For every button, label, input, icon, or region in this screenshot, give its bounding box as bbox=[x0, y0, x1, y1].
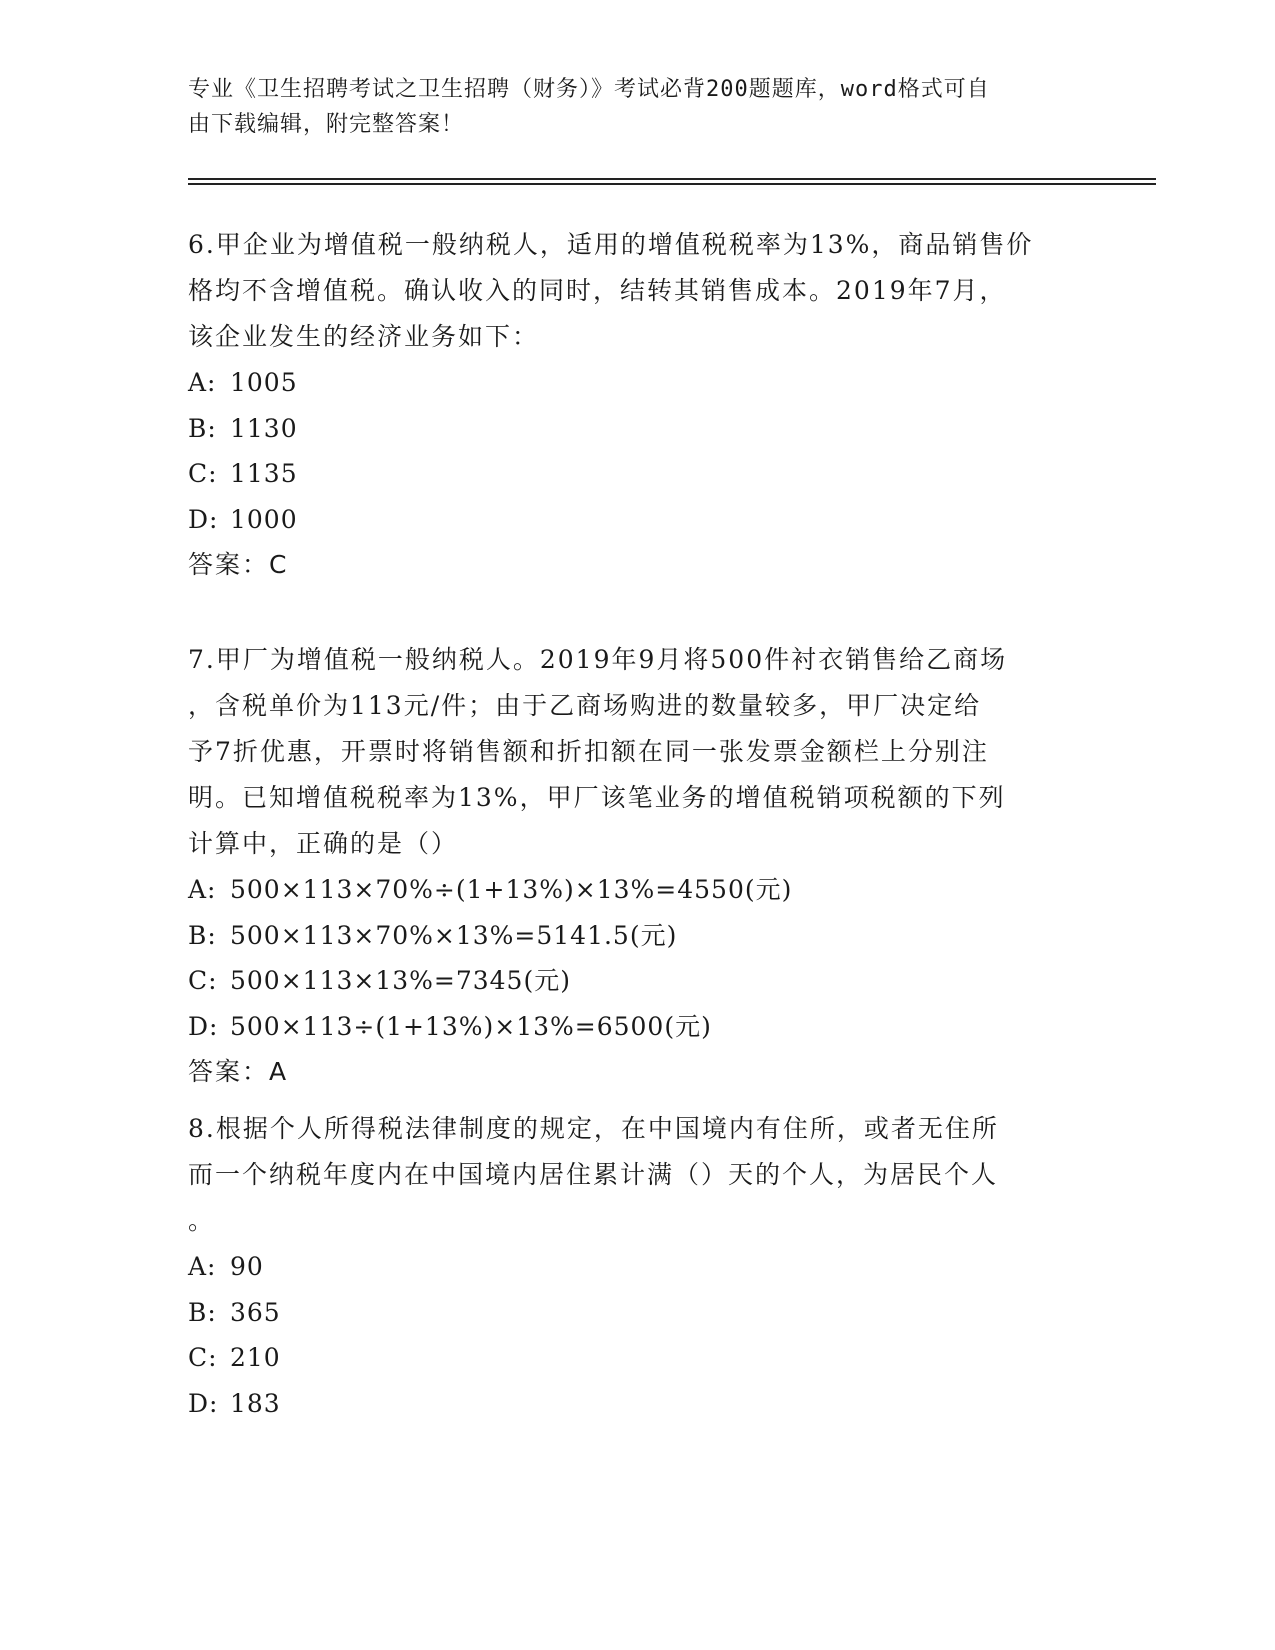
option-text: 210 bbox=[230, 1343, 281, 1372]
question-line: 明。已知增值税税率为13%，甲厂该笔业务的增值税销项税额的下列 bbox=[188, 783, 1006, 812]
question-6 bbox=[188, 222, 1088, 588]
option-a bbox=[188, 1244, 1088, 1290]
question-line: 而一个纳税年度内在中国境内居住累计满（）天的个人，为居民个人 bbox=[188, 1160, 999, 1189]
question-line: 7.甲厂为增值税一般纳税人。2019年9月将500件衬衣销售给乙商场 bbox=[188, 645, 1008, 674]
question-7 bbox=[188, 637, 1088, 1095]
option-a bbox=[188, 867, 1088, 913]
option-text: 500×113×70%÷(1+13%)×13%=4550(元) bbox=[230, 875, 793, 904]
question-line: 计算中，正确的是（） bbox=[188, 829, 459, 858]
header-line-2: 由下载编辑，附完整答案！ bbox=[188, 112, 465, 137]
option-b bbox=[188, 913, 1088, 959]
option-c bbox=[188, 451, 1088, 497]
question-line: 该企业发生的经济业务如下： bbox=[188, 322, 540, 351]
option-text: 1135 bbox=[230, 459, 298, 488]
option-key: D: bbox=[188, 1011, 219, 1041]
option-text: 500×113×70%×13%=5141.5(元) bbox=[230, 920, 678, 950]
option-text: 365 bbox=[230, 1297, 281, 1327]
question-stem bbox=[188, 1106, 1088, 1244]
option-text: 500×113÷(1+13%)×13%=6500(元) bbox=[230, 1011, 712, 1041]
option-key: B: bbox=[188, 413, 217, 443]
option-key: C: bbox=[188, 1343, 218, 1372]
option-c bbox=[188, 1335, 1088, 1381]
option-key: C: bbox=[188, 966, 218, 995]
option-text: 1000 bbox=[230, 504, 298, 534]
question-8 bbox=[188, 1106, 1088, 1426]
option-key: A: bbox=[188, 1252, 217, 1281]
option-d bbox=[188, 497, 1088, 543]
question-stem bbox=[188, 637, 1088, 867]
option-key: B: bbox=[188, 920, 217, 950]
header-divider bbox=[188, 178, 1156, 180]
option-text: 183 bbox=[230, 1388, 281, 1418]
option-b bbox=[188, 1290, 1088, 1336]
option-a bbox=[188, 360, 1088, 406]
question-line: 予7折优惠，开票时将销售额和折扣额在同一张发票金额栏上分别注 bbox=[188, 737, 989, 766]
question-line: 6.甲企业为增值税一般纳税人，适用的增值税税率为13%，商品销售价 bbox=[188, 230, 1034, 259]
option-c bbox=[188, 958, 1088, 1004]
document-header bbox=[188, 72, 1068, 142]
option-key: A: bbox=[188, 875, 217, 904]
answer-label: 答案：C bbox=[188, 550, 289, 579]
answer-label: 答案：A bbox=[188, 1057, 289, 1086]
option-text: 1130 bbox=[230, 413, 298, 443]
option-key: B: bbox=[188, 1297, 217, 1327]
option-text: 1005 bbox=[230, 368, 298, 397]
option-b bbox=[188, 406, 1088, 452]
option-key: A: bbox=[188, 368, 217, 397]
option-text: 90 bbox=[230, 1252, 264, 1281]
question-line: 。 bbox=[188, 1206, 216, 1235]
header-line-1: 专业《卫生招聘考试之卫生招聘（财务）》考试必背200题题库，word格式可自 bbox=[188, 77, 990, 102]
header-divider-double bbox=[188, 183, 1156, 185]
option-key: D: bbox=[188, 1388, 219, 1418]
question-stem bbox=[188, 222, 1088, 360]
option-key: D: bbox=[188, 504, 219, 534]
option-text: 500×113×13%=7345(元) bbox=[230, 966, 571, 995]
question-line: 8.根据个人所得税法律制度的规定，在中国境内有住所，或者无住所 bbox=[188, 1114, 999, 1143]
option-d bbox=[188, 1381, 1088, 1427]
question-line: 格均不含增值税。确认收入的同时，结转其销售成本。2019年7月， bbox=[188, 276, 1007, 305]
option-key: C: bbox=[188, 459, 218, 488]
question-line: ，含税单价为113元/件；由于乙商场购进的数量较多，甲厂决定给 bbox=[188, 691, 982, 720]
option-d bbox=[188, 1004, 1088, 1050]
